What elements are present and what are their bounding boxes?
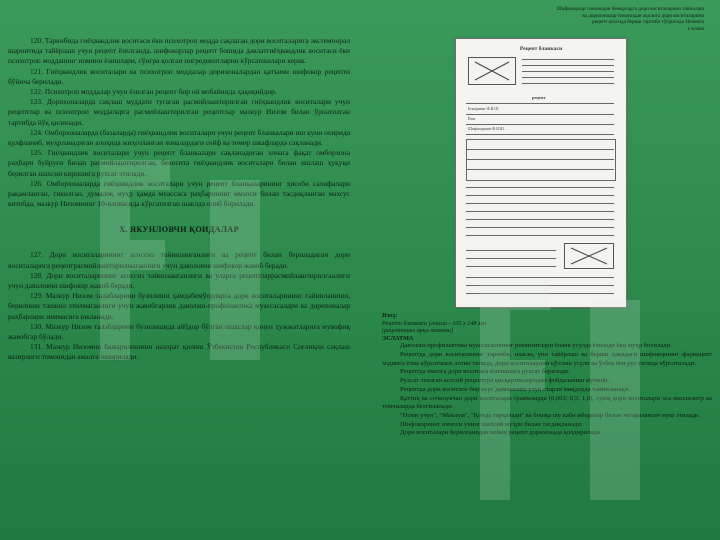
paragraph-125: 125. Гиёҳвандлик воситалари учун рецепт бланкалари сақланадиган хонага фақат омборхона раҳбари буйруғи билан расмийлаштирилган, бевосита гиёҳвандлик воситалари билан ишлаш ҳуқуқи берилган шахсни киришига рухсат этилади. xyxy=(8,148,350,178)
appendix-header-line: рецепт асосида бериш тартиби тўғрисида Низомга xyxy=(592,19,704,26)
paragraph-126: 126. Омборхоналарда гиёҳвандлик воситалари учун рецепт бланкаларининг ҳисоби сахифалари рақамланган, тикилган, думалоқ муҳр ҳамда муассаса раҳбарининг имзоси билан тасдиқланган махсус китобда, мазкур Низомнинг 10-иловасида кўрсатилган шаклда олиб борилади. xyxy=(8,178,350,209)
note-item: Рецептда дори воситасининг таркиби, шакли, уни тайёрлаш ва бериш ҳақидаги шифокорнинг фармацевт ходимга ёзма кўрсатмаси лотин тилида, дори воситаларини қўллаш усули ва ўзбек ёки рус тилида кўрсатилади. xyxy=(382,351,712,367)
paragraph-128: 128. Дори воситаларининг асоссиз тайинланганлиги ва уларга рецептларрасмийлаштирилганлиги учун даволовчи шифокор жавоб беради. xyxy=(8,270,350,291)
form-title: Рецепт бланкаси xyxy=(519,46,563,52)
stamp-box-left xyxy=(468,57,516,85)
caption-title: Изоҳ: xyxy=(382,312,398,319)
prescription-form-image xyxy=(455,38,627,308)
paragraph-127: 127. Дори воситаларининг асоссиз тайинланганлиги ва рецепт билан бериладиган дори воситаларига рецептрасмийлаштирилмаганлиги учун даволовчи шифокор жавоб беради. xyxy=(8,250,350,270)
note-item: Қаттиқ ва сочилувчан дори воситалари граммларда (0,001; 0,5; 1,0), суюқ дори воситалари эса миллилитр ва томчиларда белгиланади. xyxy=(382,394,712,411)
note-item: Даволаш-профилактика муассасасининг реквизитлари бланк усулда ёзилади ёки муҳр босилади. xyxy=(400,342,672,350)
note-item: Дори воситалари берилганидан кейин рецепт дорихонада қолдирилади. xyxy=(400,429,602,437)
notes-block xyxy=(382,312,712,438)
right-page xyxy=(360,0,720,540)
form-label-recept: рецепт xyxy=(532,95,546,100)
note-item: "Номи учун", "Маълум", "Қонда тарқалади" ва бошқа шу каби иборалар билан чегараланган муш этилади. xyxy=(400,412,701,419)
cross-icon xyxy=(565,244,613,268)
form-label-doctor: Шифокорнинг Ф.И.Ш. xyxy=(468,127,505,131)
section-title: X. ЯКУНЛОВЧИ ҚОИДАЛАР xyxy=(119,225,239,235)
note-item: Рухсат этилган асосий рецептура қисқартмаларидан фойдаланиш мумкин. xyxy=(400,377,610,385)
notes-title: ЭСЛАТМА xyxy=(382,334,414,342)
caption-size: Рецепт бланкаси ўлчами - 105 x 148 мм xyxy=(382,319,486,327)
paragraph-123: 123. Дорихоналарда сақлаш муддати тугаган расмийлаштирилган гиёҳвандлик воситалари учун рецептлар ва психотроп моддаларга расмийлаштирилган рецептлар мазкур Низом билан ўрнатилган тартибда йўқ қилинади. xyxy=(8,97,350,127)
appendix-header xyxy=(366,6,704,32)
appendix-header-line: Шифокорлар томонидан беморларга дори воситаларини тайинлаш xyxy=(556,6,704,12)
cross-icon xyxy=(469,58,515,84)
paragraph-130: 130. Мазкур Низом талабларини бузилишида айбдор бўлган шахслар қонун ҳужжатларига мувофиқ жавобгар бўлади. xyxy=(8,321,350,342)
form-label-patient: Беморнинг Ф.И.Ш. xyxy=(468,107,500,111)
caption-paper: (рецептнинг орқа томони) xyxy=(382,327,453,335)
form-rp-box xyxy=(466,139,616,181)
note-item: Рецептда дори воситаси бир курс даволаниш учун етарли миқдорда тайинланади. xyxy=(400,385,630,393)
stamp-box-bottom xyxy=(564,243,614,269)
paragraph-131: 131. Мазкур Низомни бажарилишини назорат қилиш Ўзбекистон Республикаси Соғлиқни сақлаш вазирлиги томонидан амалга оширилади. xyxy=(8,342,350,362)
appendix-header-line: ва дорихоналар томонидан аҳолига дори воситаларини xyxy=(582,12,704,19)
paragraph-122: 122. Психотроп моддалар учун ёзилган рецепт бир ой мобайнида ҳақиқийдир. xyxy=(30,87,277,97)
paragraph-129: 129. Мазкур Низом талабларини бузилиши ҳамдабемўорларга дори воситаларининг тайинланиши, берилиши ташкил этилмаганлиги учун жавобгарлик даволаш-профилактика муассасалари ва дорихоналар раҳбарлари зиммасига юкланади. xyxy=(8,291,350,321)
form-label-age: Ёши xyxy=(468,117,476,121)
paragraph-124: 124. Омборхоналарда (базаларда) гиёҳвандлик воситалари учун рецепт бланкалари иш куни охирида қулфланиб, муҳрланадиган алоҳида жиҳозланган хоналардаги сейф ва темир шкафларда сақланади. xyxy=(8,127,350,148)
appendix-header-line: 1-илова xyxy=(687,25,704,32)
paragraph-120: 120. Таркибида гиёҳвандлик воситаси ёки психотроп модда сақлаган дори воситаларига экстемпорал шароитида тайёрлаш учун рецепт ёзилганда, шифокорлар рецепт бошида давлатгиёҳвандлик воситаси ёки психотроп модданинг номини ёзишлари, сўнгра қолган ингредиентларни кўрсатишлари керак. xyxy=(8,36,350,66)
note-item: Рецептда имзога дори воситаси ёзилишига рухсат берилади. xyxy=(400,368,570,376)
note-item: Шифокорнинг имзоси унинг шахсий муҳри билан тасдиқланади. xyxy=(400,420,583,428)
paragraph-121: 121. Гиёҳвандлик воситалари ва психотроп моддалар дорихоналардан қатъиян шифокор рецепти бўйича берилади. xyxy=(8,66,350,86)
